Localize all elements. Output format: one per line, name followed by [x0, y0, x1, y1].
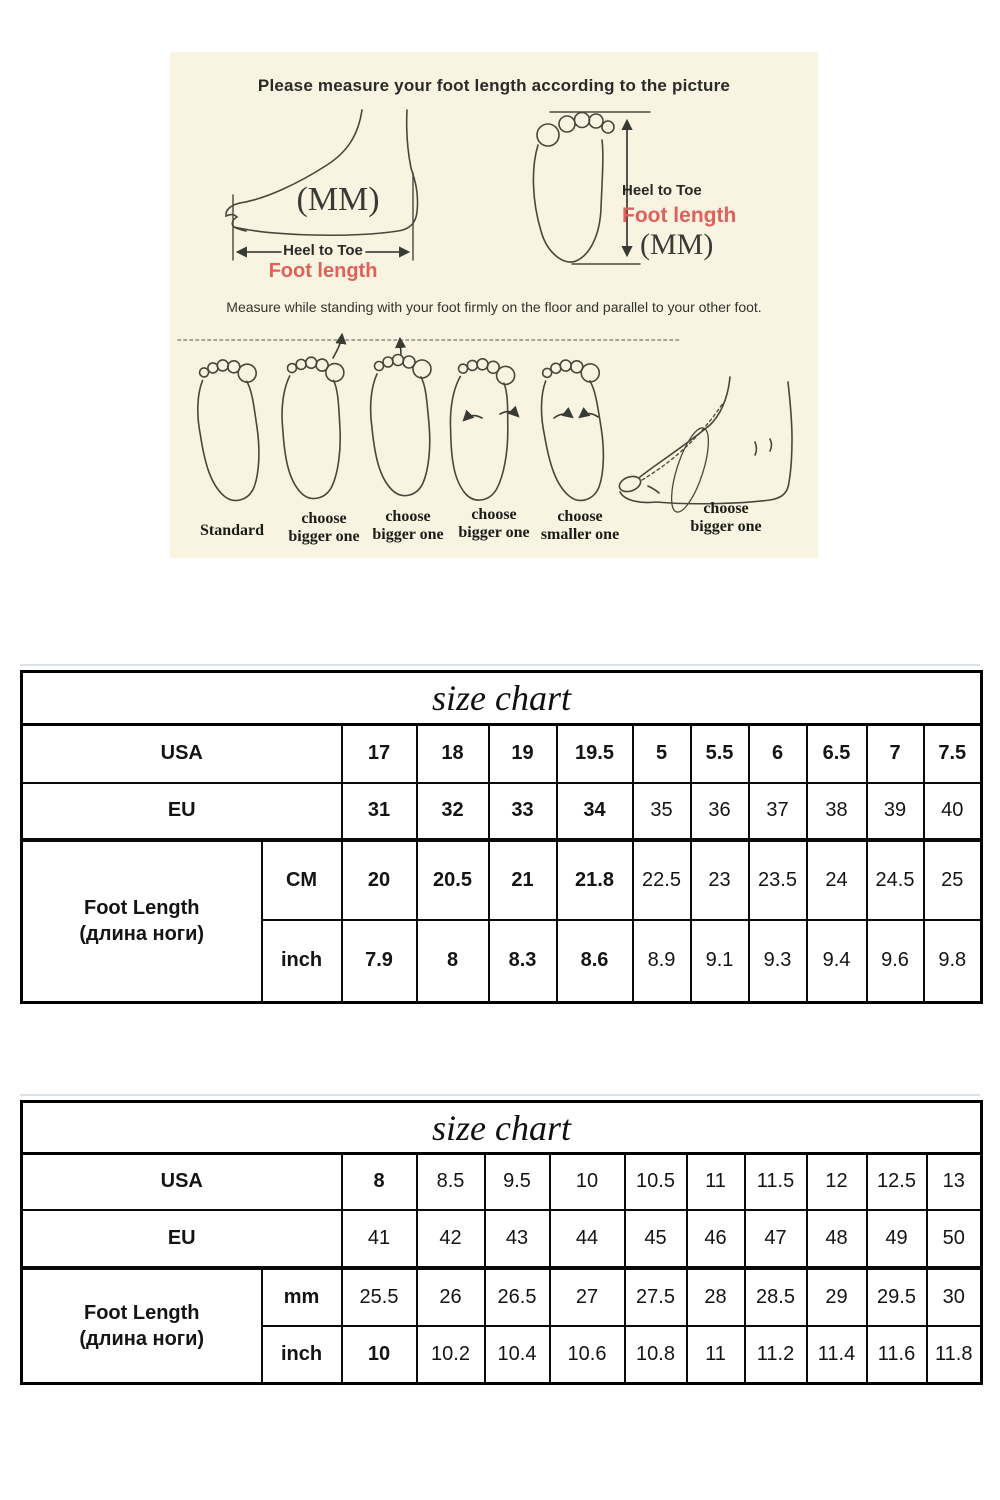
top-view-foot-length-label: Foot length — [622, 204, 737, 227]
size-value: 7 — [867, 725, 924, 783]
size-value: 20.5 — [417, 840, 489, 920]
size-value: 6 — [749, 725, 807, 783]
size-chart-table-2 — [20, 1100, 983, 1385]
size-value: 10 — [550, 1154, 625, 1210]
sole-sketch-2 — [279, 356, 344, 499]
size-value: 11.2 — [745, 1326, 807, 1384]
foot-label-6: choose bigger one — [690, 500, 762, 535]
size-value: 47 — [745, 1210, 807, 1268]
size-value: 11.8 — [927, 1326, 982, 1384]
size-chart-title-row — [22, 1102, 982, 1154]
size-value: 5 — [633, 725, 691, 783]
size-value: 21 — [489, 840, 557, 920]
size-value: 24 — [807, 840, 867, 920]
foot-label-standard: Standard — [199, 522, 265, 539]
size-value: 8.9 — [633, 920, 691, 1003]
size-value: 8.5 — [417, 1154, 485, 1210]
eu-row — [22, 1210, 982, 1268]
size-value: 22.5 — [633, 840, 691, 920]
size-value: 28.5 — [745, 1268, 807, 1326]
size-value: 48 — [807, 1210, 867, 1268]
size-value: 9.1 — [691, 920, 749, 1003]
foot-label-2: choose bigger one — [288, 510, 360, 545]
size-value: 28 — [687, 1268, 745, 1326]
unit-label: mm — [262, 1268, 342, 1326]
guide-title: Please measure your foot length according to the picture — [257, 76, 731, 95]
ankle-sketch — [617, 377, 792, 516]
size-value: 10.2 — [417, 1326, 485, 1384]
length-cm-row — [22, 840, 982, 920]
size-value: 49 — [867, 1210, 927, 1268]
size-value: 11.6 — [867, 1326, 927, 1384]
size-value: 30 — [927, 1268, 982, 1326]
size-value: 10 — [342, 1326, 417, 1384]
foot-label-5: choose smaller one — [540, 508, 620, 543]
gridline-artifact — [20, 664, 980, 666]
row-label: USA — [22, 725, 342, 783]
size-value: 23 — [691, 840, 749, 920]
size-value: 26.5 — [485, 1268, 550, 1326]
size-value: 9.8 — [924, 920, 982, 1003]
side-view-foot-length-label: Foot length — [268, 260, 378, 282]
size-value: 9.6 — [867, 920, 924, 1003]
size-value: 46 — [687, 1210, 745, 1268]
sole-sketch-4 — [443, 356, 515, 502]
size-value: 43 — [485, 1210, 550, 1268]
unit-label: inch — [262, 920, 342, 1003]
size-value: 9.4 — [807, 920, 867, 1003]
gridline-artifact — [20, 1094, 980, 1096]
size-value: 45 — [625, 1210, 687, 1268]
length-mm-row — [22, 1268, 982, 1326]
size-chart-title: size chart — [22, 672, 982, 725]
size-value: 27 — [550, 1268, 625, 1326]
size-value: 19.5 — [557, 725, 633, 783]
size-value: 39 — [867, 783, 924, 840]
size-value: 12.5 — [867, 1154, 927, 1210]
row-label: USA — [22, 1154, 342, 1210]
size-value: 7.9 — [342, 920, 417, 1003]
size-value: 9.3 — [749, 920, 807, 1003]
annotation-arrows — [333, 335, 598, 420]
size-value: 31 — [342, 783, 417, 840]
size-value: 8 — [417, 920, 489, 1003]
usa-row — [22, 1154, 982, 1210]
top-view-mm-label: (MM) — [640, 228, 714, 261]
size-value: 24.5 — [867, 840, 924, 920]
size-value: 6.5 — [807, 725, 867, 783]
size-value: 34 — [557, 783, 633, 840]
size-value: 27.5 — [625, 1268, 687, 1326]
foot-measure-guide — [170, 52, 818, 558]
top-view-heel-to-toe-label: Heel to Toe — [622, 182, 702, 199]
size-value: 8.6 — [557, 920, 633, 1003]
size-value: 11.5 — [745, 1154, 807, 1210]
foot-label-3: choose bigger one — [372, 508, 444, 543]
size-value: 7.5 — [924, 725, 982, 783]
size-value: 12 — [807, 1154, 867, 1210]
sole-sketch-5 — [538, 358, 608, 503]
size-value: 26 — [417, 1268, 485, 1326]
usa-row — [22, 725, 982, 783]
side-view-mm-label: (MM) — [296, 181, 380, 218]
size-value: 29 — [807, 1268, 867, 1326]
size-value: 21.8 — [557, 840, 633, 920]
size-value: 11 — [687, 1326, 745, 1384]
size-value: 25 — [924, 840, 982, 920]
row-label: EU — [22, 1210, 342, 1268]
side-view-heel-to-toe-label: Heel to Toe — [283, 242, 363, 259]
size-value: 10.6 — [550, 1326, 625, 1384]
guide-instruction: Measure while standing with your foot firmly on the floor and parallel to your other foot. — [226, 299, 762, 315]
size-value: 29.5 — [867, 1268, 927, 1326]
size-value: 19 — [489, 725, 557, 783]
row-label: Foot Length (длина ноги) — [22, 1268, 262, 1384]
unit-label: CM — [262, 840, 342, 920]
size-value: 11.4 — [807, 1326, 867, 1384]
size-value: 13 — [927, 1154, 982, 1210]
size-value: 50 — [927, 1210, 982, 1268]
size-value: 38 — [807, 783, 867, 840]
sole-sketch-1 — [195, 358, 263, 502]
sole-sketch-3 — [371, 355, 431, 496]
row-label: Foot Length (длина ноги) — [22, 840, 262, 1003]
size-value: 9.5 — [485, 1154, 550, 1210]
size-value: 23.5 — [749, 840, 807, 920]
size-value: 10.8 — [625, 1326, 687, 1384]
size-value: 5.5 — [691, 725, 749, 783]
size-value: 8.3 — [489, 920, 557, 1003]
size-value: 18 — [417, 725, 489, 783]
size-chart-table-1 — [20, 670, 983, 1004]
size-value: 37 — [749, 783, 807, 840]
size-value: 10.5 — [625, 1154, 687, 1210]
size-value: 25.5 — [342, 1268, 417, 1326]
size-value: 40 — [924, 783, 982, 840]
foot-label-4: choose bigger one — [458, 506, 530, 541]
size-value: 32 — [417, 783, 489, 840]
unit-label: inch — [262, 1326, 342, 1384]
size-value: 10.4 — [485, 1326, 550, 1384]
size-chart-title-row — [22, 672, 982, 725]
eu-row — [22, 783, 982, 840]
size-value: 8 — [342, 1154, 417, 1210]
size-chart-title: size chart — [22, 1102, 982, 1154]
size-value: 35 — [633, 783, 691, 840]
size-value: 17 — [342, 725, 417, 783]
size-value: 36 — [691, 783, 749, 840]
size-value: 42 — [417, 1210, 485, 1268]
size-value: 44 — [550, 1210, 625, 1268]
size-value: 33 — [489, 783, 557, 840]
size-value: 20 — [342, 840, 417, 920]
row-label: EU — [22, 783, 342, 840]
size-value: 41 — [342, 1210, 417, 1268]
size-value: 11 — [687, 1154, 745, 1210]
